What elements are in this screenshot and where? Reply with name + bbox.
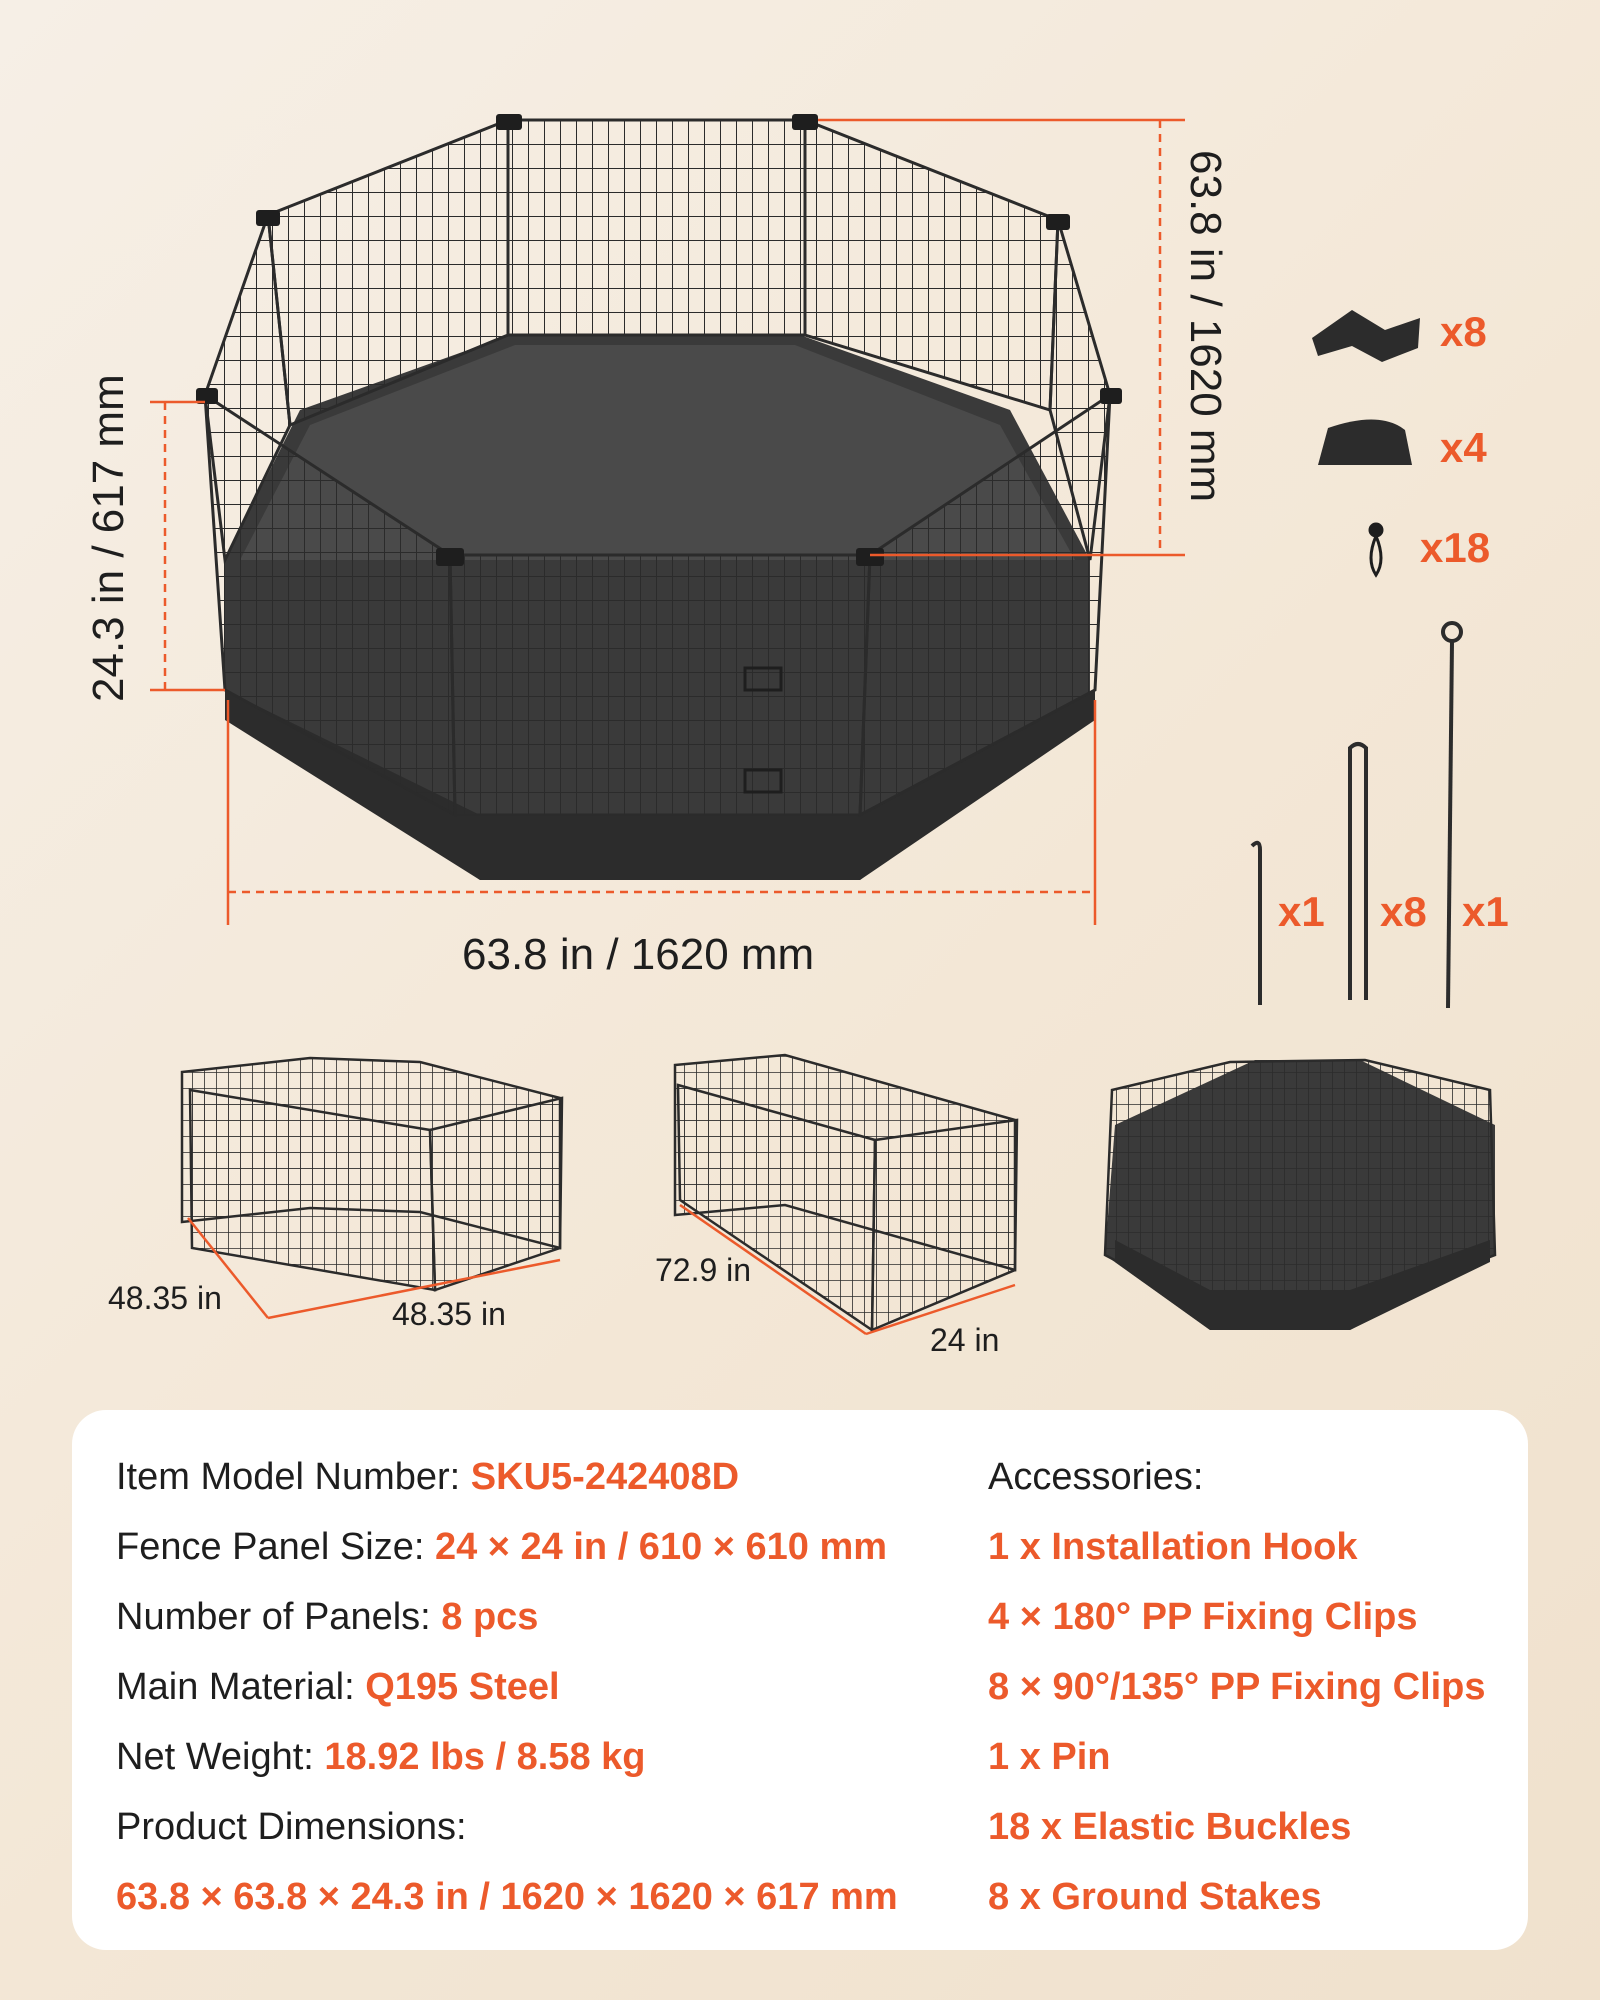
corner-clip-count: x8 bbox=[1440, 308, 1487, 355]
hook-count: x1 bbox=[1278, 888, 1325, 935]
height-dimension-label: 24.3 in / 617 mm bbox=[84, 374, 133, 702]
dimensions-label: Product Dimensions: bbox=[116, 1806, 467, 1848]
accessories-title-text: Accessories: bbox=[988, 1456, 1204, 1498]
weight-value: 18.92 lbs / 8.58 kg bbox=[324, 1736, 646, 1778]
dimensions-value: 63.8 × 63.8 × 24.3 in / 1620 × 1620 × 617 mm bbox=[116, 1876, 898, 1918]
weight-label: Net Weight: bbox=[116, 1736, 325, 1778]
model-number-label: Item Model Number: bbox=[116, 1456, 471, 1498]
material-row bbox=[116, 1666, 560, 1709]
model-number-row bbox=[116, 1456, 739, 1499]
accessory-item: 1 x Pin bbox=[988, 1736, 1111, 1778]
panel-count-value: 8 pcs bbox=[441, 1596, 539, 1638]
model-number-value: SKU5-242408D bbox=[470, 1456, 740, 1498]
flat-clip-count: x4 bbox=[1440, 424, 1487, 471]
accessory-item: 8 × 90°/135° PP Fixing Clips bbox=[988, 1666, 1486, 1708]
panel-size-value: 24 × 24 in / 610 × 610 mm bbox=[434, 1526, 888, 1568]
weight-row bbox=[116, 1736, 645, 1779]
buckle-count: x18 bbox=[1420, 524, 1491, 571]
dimensions-value-row bbox=[116, 1876, 898, 1919]
accessory-item: 1 x Installation Hook bbox=[988, 1526, 1358, 1568]
panel-size-label: Fence Panel Size: bbox=[116, 1526, 435, 1568]
width-dimension-label: 63.8 in / 1620 mm bbox=[462, 930, 815, 979]
material-value: Q195 Steel bbox=[365, 1666, 560, 1708]
specifications-card bbox=[72, 1410, 1528, 1950]
dimensions-label-row bbox=[116, 1806, 467, 1849]
accessory-item: 18 x Elastic Buckles bbox=[988, 1806, 1352, 1848]
rectangle-width-label: 24 in bbox=[930, 1322, 1000, 1358]
accessory-item: 4 × 180° PP Fixing Clips bbox=[988, 1596, 1418, 1638]
square-side-b-label: 48.35 in bbox=[392, 1296, 506, 1332]
pin-count: x1 bbox=[1462, 888, 1509, 935]
square-configuration bbox=[182, 1058, 562, 1290]
accessories-title bbox=[988, 1456, 1203, 1499]
square-side-a-label: 48.35 in bbox=[108, 1280, 222, 1316]
material-label: Main Material: bbox=[116, 1666, 366, 1708]
accessory-item: 8 x Ground Stakes bbox=[988, 1876, 1322, 1918]
stake-count: x8 bbox=[1380, 888, 1427, 935]
octagon-configuration bbox=[1105, 1060, 1495, 1330]
panel-size-row bbox=[116, 1526, 887, 1569]
rectangle-length-label: 72.9 in bbox=[655, 1252, 752, 1288]
panel-count-row bbox=[116, 1596, 538, 1639]
depth-dimension-label: 63.8 in / 1620 mm bbox=[1181, 150, 1230, 503]
panel-count-label: Number of Panels: bbox=[116, 1596, 442, 1638]
